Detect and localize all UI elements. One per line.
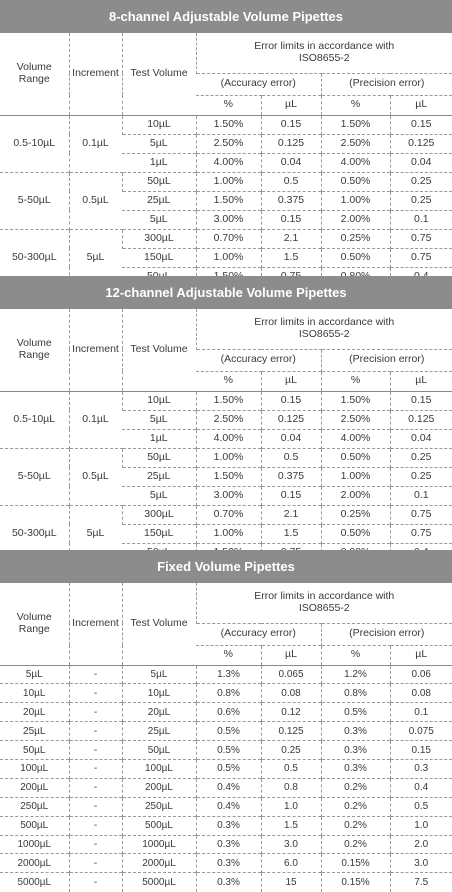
- table-row: [0, 448, 452, 467]
- accuracy-percent-cell: 1.3%: [196, 665, 261, 684]
- precision-ul-cell: 0.75: [390, 505, 452, 524]
- accuracy-percent-cell: 1.00%: [196, 172, 261, 191]
- test-volume-cell: 50µL: [122, 448, 196, 467]
- precision-ul-cell: 0.04: [390, 153, 452, 172]
- precision-percent-cell: 0.25%: [321, 229, 390, 248]
- precision-ul-cell: 0.1: [390, 486, 452, 505]
- precision-percent-cell: 0.5%: [321, 703, 390, 722]
- accuracy-ul-cell: 6.0: [261, 854, 321, 873]
- increment-cell: -: [69, 835, 122, 854]
- accuracy-percent-cell: 0.3%: [196, 816, 261, 835]
- table-row: [0, 703, 452, 722]
- header-precision-ul: µL: [390, 95, 452, 115]
- accuracy-percent-cell: 1.50%: [196, 467, 261, 486]
- accuracy-percent-cell: 0.8%: [196, 684, 261, 703]
- header-error-limits: Error limits in accordance with ISO8655-2: [196, 33, 452, 73]
- table-row: [0, 229, 452, 248]
- volume-range-cell: 5-50µL: [0, 448, 69, 505]
- accuracy-percent-cell: 2.50%: [196, 134, 261, 153]
- increment-cell: 0.1µL: [69, 391, 122, 448]
- accuracy-ul-cell: 0.125: [261, 134, 321, 153]
- accuracy-ul-cell: 0.375: [261, 467, 321, 486]
- precision-ul-cell: 0.04: [390, 429, 452, 448]
- accuracy-ul-cell: 0.04: [261, 429, 321, 448]
- table-row: [0, 722, 452, 741]
- accuracy-ul-cell: 0.5: [261, 759, 321, 778]
- header-volume-range: Volume Range: [16, 611, 52, 635]
- precision-percent-cell: 0.25%: [321, 505, 390, 524]
- test-volume-cell: 1000µL: [122, 835, 196, 854]
- test-volume-cell: 50µL: [122, 172, 196, 191]
- increment-cell: 0.1µL: [69, 115, 122, 172]
- increment-cell: -: [69, 873, 122, 892]
- volume-range-cell: 5-50µL: [0, 172, 69, 229]
- test-volume-cell: 10µL: [122, 684, 196, 703]
- precision-percent-cell: 4.00%: [321, 153, 390, 172]
- table-row: [0, 741, 452, 760]
- test-volume-cell: 10µL: [122, 115, 196, 134]
- test-volume-cell: 5µL: [122, 486, 196, 505]
- accuracy-ul-cell: 2.1: [261, 229, 321, 248]
- increment-cell: -: [69, 797, 122, 816]
- table-row: [0, 759, 452, 778]
- header-accuracy-ul: µL: [261, 645, 321, 665]
- precision-percent-cell: 1.50%: [321, 115, 390, 134]
- precision-percent-cell: 0.3%: [321, 741, 390, 760]
- table-row: [0, 665, 452, 684]
- header-error-limits: Error limits in accordance with ISO8655-2: [196, 309, 452, 349]
- header-test-volume: Test Volume: [122, 583, 196, 665]
- precision-percent-cell: 0.15%: [321, 873, 390, 892]
- precision-ul-cell: 0.1: [390, 703, 452, 722]
- test-volume-cell: 1µL: [122, 153, 196, 172]
- precision-percent-cell: 1.50%: [321, 391, 390, 410]
- precision-ul-cell: 0.25: [390, 172, 452, 191]
- precision-percent-cell: 0.15%: [321, 854, 390, 873]
- header-increment: Increment: [69, 33, 122, 115]
- precision-percent-cell: 4.00%: [321, 429, 390, 448]
- section-title: Fixed Volume Pipettes: [0, 550, 452, 583]
- accuracy-percent-cell: 0.3%: [196, 873, 261, 892]
- accuracy-ul-cell: 0.08: [261, 684, 321, 703]
- header-precision-percent: %: [321, 95, 390, 115]
- header-row: [0, 583, 452, 623]
- precision-percent-cell: 2.50%: [321, 410, 390, 429]
- precision-percent-cell: 2.00%: [321, 210, 390, 229]
- header-precision-error: (Precision error): [321, 349, 452, 371]
- accuracy-percent-cell: 4.00%: [196, 429, 261, 448]
- increment-cell: -: [69, 854, 122, 873]
- test-volume-cell: 10µL: [122, 391, 196, 410]
- increment-cell: 5µL: [69, 229, 122, 286]
- increment-cell: -: [69, 759, 122, 778]
- precision-ul-cell: 0.1: [390, 210, 452, 229]
- increment-cell: -: [69, 816, 122, 835]
- test-volume-cell: 25µL: [122, 722, 196, 741]
- precision-percent-cell: 1.2%: [321, 665, 390, 684]
- precision-percent-cell: 2.00%: [321, 486, 390, 505]
- increment-cell: -: [69, 684, 122, 703]
- precision-percent-cell: 0.8%: [321, 684, 390, 703]
- precision-ul-cell: 0.125: [390, 134, 452, 153]
- test-volume-cell: 500µL: [122, 816, 196, 835]
- test-volume-cell: 1µL: [122, 429, 196, 448]
- increment-cell: 0.5µL: [69, 172, 122, 229]
- volume-range-cell: 20µL: [0, 703, 69, 722]
- header-accuracy-ul: µL: [261, 95, 321, 115]
- volume-range-cell: 0.5-10µL: [0, 391, 69, 448]
- precision-ul-cell: 0.75: [390, 229, 452, 248]
- header-accuracy-percent: %: [196, 371, 261, 391]
- volume-range-cell: 50µL: [0, 741, 69, 760]
- test-volume-cell: 2000µL: [122, 854, 196, 873]
- test-volume-cell: 5000µL: [122, 873, 196, 892]
- accuracy-percent-cell: 0.3%: [196, 835, 261, 854]
- precision-ul-cell: 0.15: [390, 741, 452, 760]
- table-row: [0, 778, 452, 797]
- precision-ul-cell: 0.5: [390, 797, 452, 816]
- accuracy-percent-cell: 3.00%: [196, 210, 261, 229]
- test-volume-cell: 50µL: [122, 741, 196, 760]
- volume-range-cell: 50-300µL: [0, 229, 69, 286]
- precision-percent-cell: 0.2%: [321, 797, 390, 816]
- accuracy-percent-cell: 2.50%: [196, 410, 261, 429]
- test-volume-cell: 300µL: [122, 505, 196, 524]
- header-precision-ul: µL: [390, 645, 452, 665]
- test-volume-cell: 25µL: [122, 191, 196, 210]
- precision-ul-cell: 2.0: [390, 835, 452, 854]
- section-title: 12-channel Adjustable Volume Pipettes: [0, 276, 452, 309]
- increment-cell: -: [69, 778, 122, 797]
- precision-percent-cell: 1.00%: [321, 467, 390, 486]
- precision-percent-cell: 0.50%: [321, 448, 390, 467]
- accuracy-percent-cell: 1.50%: [196, 115, 261, 134]
- precision-ul-cell: 0.4: [390, 778, 452, 797]
- volume-range-cell: 5000µL: [0, 873, 69, 892]
- test-volume-cell: 250µL: [122, 797, 196, 816]
- accuracy-percent-cell: 1.50%: [196, 391, 261, 410]
- volume-range-cell: 10µL: [0, 684, 69, 703]
- section-title: 8-channel Adjustable Volume Pipettes: [0, 0, 452, 33]
- precision-percent-cell: 0.50%: [321, 172, 390, 191]
- test-volume-cell: 5µL: [122, 410, 196, 429]
- volume-range-cell: 0.5-10µL: [0, 115, 69, 172]
- accuracy-percent-cell: 0.4%: [196, 797, 261, 816]
- precision-ul-cell: 0.25: [390, 191, 452, 210]
- precision-percent-cell: 2.50%: [321, 134, 390, 153]
- accuracy-ul-cell: 0.15: [261, 486, 321, 505]
- table-row: [0, 854, 452, 873]
- accuracy-ul-cell: 0.15: [261, 391, 321, 410]
- header-accuracy-error: (Accuracy error): [196, 73, 321, 95]
- header-precision-ul: µL: [390, 371, 452, 391]
- header-increment: Increment: [69, 583, 122, 665]
- precision-ul-cell: 1.0: [390, 816, 452, 835]
- precision-percent-cell: 0.3%: [321, 722, 390, 741]
- accuracy-percent-cell: 1.00%: [196, 524, 261, 543]
- spec-table: [0, 33, 452, 286]
- header-volume-range: Volume Range: [16, 337, 52, 361]
- increment-cell: -: [69, 703, 122, 722]
- test-volume-cell: 150µL: [122, 524, 196, 543]
- accuracy-ul-cell: 3.0: [261, 835, 321, 854]
- precision-ul-cell: 7.5: [390, 873, 452, 892]
- accuracy-percent-cell: 4.00%: [196, 153, 261, 172]
- precision-ul-cell: 3.0: [390, 854, 452, 873]
- test-volume-cell: 200µL: [122, 778, 196, 797]
- table-row: [0, 816, 452, 835]
- table-row: [0, 835, 452, 854]
- test-volume-cell: 150µL: [122, 248, 196, 267]
- test-volume-cell: 5µL: [122, 210, 196, 229]
- volume-range-cell: 50-300µL: [0, 505, 69, 562]
- header-accuracy-error: (Accuracy error): [196, 349, 321, 371]
- accuracy-ul-cell: 1.5: [261, 816, 321, 835]
- precision-ul-cell: 0.25: [390, 448, 452, 467]
- header-test-volume: Test Volume: [122, 33, 196, 115]
- accuracy-percent-cell: 0.70%: [196, 229, 261, 248]
- accuracy-ul-cell: 0.125: [261, 722, 321, 741]
- volume-range-cell: 5µL: [0, 665, 69, 684]
- volume-range-cell: 100µL: [0, 759, 69, 778]
- accuracy-ul-cell: 0.25: [261, 741, 321, 760]
- accuracy-percent-cell: 0.6%: [196, 703, 261, 722]
- precision-ul-cell: 0.075: [390, 722, 452, 741]
- test-volume-cell: 100µL: [122, 759, 196, 778]
- accuracy-ul-cell: 1.5: [261, 248, 321, 267]
- precision-percent-cell: 1.00%: [321, 191, 390, 210]
- volume-range-cell: 1000µL: [0, 835, 69, 854]
- accuracy-percent-cell: 0.5%: [196, 759, 261, 778]
- increment-cell: -: [69, 665, 122, 684]
- test-volume-cell: 300µL: [122, 229, 196, 248]
- accuracy-ul-cell: 0.375: [261, 191, 321, 210]
- test-volume-cell: 25µL: [122, 467, 196, 486]
- accuracy-percent-cell: 0.5%: [196, 722, 261, 741]
- accuracy-ul-cell: 15: [261, 873, 321, 892]
- accuracy-ul-cell: 0.15: [261, 210, 321, 229]
- header-precision-error: (Precision error): [321, 623, 452, 645]
- accuracy-ul-cell: 0.125: [261, 410, 321, 429]
- accuracy-percent-cell: 0.3%: [196, 854, 261, 873]
- spec-table: [0, 583, 452, 892]
- volume-range-cell: 500µL: [0, 816, 69, 835]
- test-volume-cell: 20µL: [122, 703, 196, 722]
- precision-ul-cell: 0.3: [390, 759, 452, 778]
- header-row: [0, 33, 452, 73]
- table-row: [0, 391, 452, 410]
- precision-ul-cell: 0.15: [390, 115, 452, 134]
- precision-percent-cell: 0.50%: [321, 248, 390, 267]
- header-precision-percent: %: [321, 645, 390, 665]
- table-row: [0, 684, 452, 703]
- test-volume-cell: 5µL: [122, 134, 196, 153]
- header-error-limits: Error limits in accordance with ISO8655-2: [196, 583, 452, 623]
- header-accuracy-ul: µL: [261, 371, 321, 391]
- increment-cell: 0.5µL: [69, 448, 122, 505]
- precision-ul-cell: 0.125: [390, 410, 452, 429]
- header-volume-range: Volume Range: [16, 61, 52, 85]
- increment-cell: -: [69, 722, 122, 741]
- header-precision-error: (Precision error): [321, 73, 452, 95]
- accuracy-ul-cell: 0.5: [261, 172, 321, 191]
- precision-ul-cell: 0.08: [390, 684, 452, 703]
- header-accuracy-percent: %: [196, 95, 261, 115]
- accuracy-ul-cell: 0.04: [261, 153, 321, 172]
- accuracy-percent-cell: 1.50%: [196, 191, 261, 210]
- header-precision-percent: %: [321, 371, 390, 391]
- table-row: [0, 873, 452, 892]
- accuracy-percent-cell: 3.00%: [196, 486, 261, 505]
- accuracy-percent-cell: 0.70%: [196, 505, 261, 524]
- accuracy-percent-cell: 0.4%: [196, 778, 261, 797]
- table-row: [0, 115, 452, 134]
- accuracy-percent-cell: 1.00%: [196, 248, 261, 267]
- accuracy-ul-cell: 0.12: [261, 703, 321, 722]
- accuracy-ul-cell: 1.0: [261, 797, 321, 816]
- volume-range-cell: 25µL: [0, 722, 69, 741]
- test-volume-cell: 5µL: [122, 665, 196, 684]
- precision-percent-cell: 0.2%: [321, 778, 390, 797]
- increment-cell: -: [69, 741, 122, 760]
- increment-cell: 5µL: [69, 505, 122, 562]
- accuracy-percent-cell: 1.00%: [196, 448, 261, 467]
- volume-range-cell: 250µL: [0, 797, 69, 816]
- table-row: [0, 797, 452, 816]
- precision-ul-cell: 0.75: [390, 248, 452, 267]
- volume-range-cell: 2000µL: [0, 854, 69, 873]
- precision-percent-cell: 0.2%: [321, 835, 390, 854]
- precision-ul-cell: 0.25: [390, 467, 452, 486]
- precision-percent-cell: 0.2%: [321, 816, 390, 835]
- accuracy-ul-cell: 2.1: [261, 505, 321, 524]
- accuracy-ul-cell: 1.5: [261, 524, 321, 543]
- precision-ul-cell: 0.06: [390, 665, 452, 684]
- precision-percent-cell: 0.3%: [321, 759, 390, 778]
- header-accuracy-error: (Accuracy error): [196, 623, 321, 645]
- table-row: [0, 172, 452, 191]
- header-test-volume: Test Volume: [122, 309, 196, 391]
- accuracy-ul-cell: 0.8: [261, 778, 321, 797]
- precision-ul-cell: 0.15: [390, 391, 452, 410]
- precision-percent-cell: 0.50%: [321, 524, 390, 543]
- volume-range-cell: 200µL: [0, 778, 69, 797]
- accuracy-percent-cell: 0.5%: [196, 741, 261, 760]
- header-accuracy-percent: %: [196, 645, 261, 665]
- accuracy-ul-cell: 0.5: [261, 448, 321, 467]
- accuracy-ul-cell: 0.065: [261, 665, 321, 684]
- accuracy-ul-cell: 0.15: [261, 115, 321, 134]
- table-row: [0, 505, 452, 524]
- header-increment: Increment: [69, 309, 122, 391]
- precision-ul-cell: 0.75: [390, 524, 452, 543]
- header-row: [0, 309, 452, 349]
- spec-table: [0, 309, 452, 562]
